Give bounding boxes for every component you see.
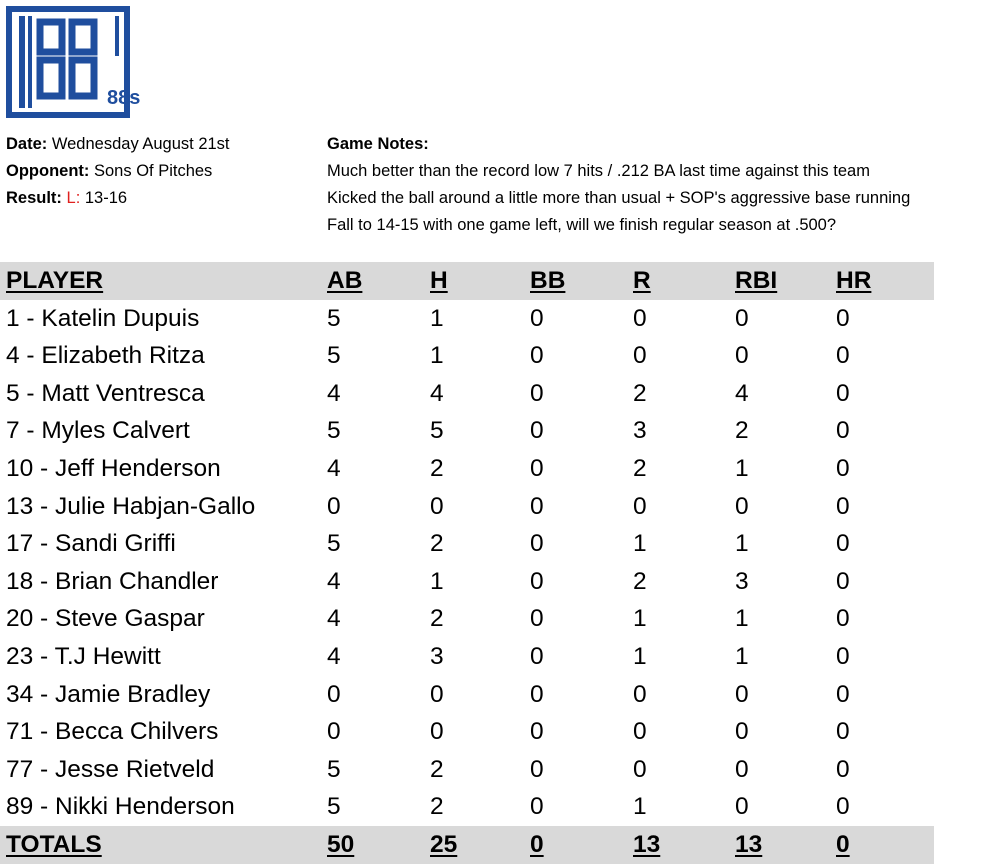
rbi-cell: 1	[735, 642, 749, 670]
hr-cell: 0	[836, 454, 850, 482]
date-value: Wednesday August 21st	[51, 135, 230, 153]
date-label: Date:	[6, 135, 48, 153]
bb-cell: 0	[530, 342, 544, 370]
result-line	[6, 185, 230, 212]
h-cell: 5	[430, 417, 444, 445]
opponent-value: Sons Of Pitches	[94, 162, 213, 180]
ab-cell: 0	[327, 492, 341, 520]
ab-cell: 5	[327, 304, 341, 332]
header-ab: AB	[327, 267, 363, 294]
player-name-cell: 18 - Brian Chandler	[6, 567, 219, 595]
bb-cell: 0	[530, 642, 544, 670]
notes-line: Much better than the record low 7 hits / .212 BA last time against this team	[327, 162, 870, 180]
player-row	[0, 450, 934, 488]
h-cell: 2	[430, 454, 444, 482]
r-cell: 0	[633, 755, 647, 783]
player-name-cell: 20 - Steve Gaspar	[6, 605, 205, 633]
ab-cell: 4	[327, 642, 341, 670]
team-logo	[6, 6, 141, 118]
h-cell: 1	[430, 567, 444, 595]
h-cell: 0	[430, 718, 444, 746]
h-cell: 3	[430, 642, 444, 670]
r-cell: 2	[633, 567, 647, 595]
player-row	[0, 337, 934, 375]
hr-cell: 0	[836, 342, 850, 370]
player-row	[0, 713, 934, 751]
ab-cell: 4	[327, 567, 341, 595]
header-h: H	[430, 267, 448, 294]
totals-ab: 50	[327, 830, 355, 858]
opponent-label: Opponent:	[6, 162, 90, 180]
bb-cell: 0	[530, 605, 544, 633]
game-notes	[327, 131, 910, 239]
player-name-cell: 5 - Matt Ventresca	[6, 379, 205, 407]
rbi-cell: 0	[735, 342, 749, 370]
rbi-cell: 0	[735, 492, 749, 520]
opponent-line	[6, 158, 230, 185]
player-name-cell: 17 - Sandi Griffi	[6, 530, 176, 558]
rbi-cell: 0	[735, 755, 749, 783]
rbi-cell: 2	[735, 417, 749, 445]
player-row	[0, 375, 934, 413]
bb-cell: 0	[530, 718, 544, 746]
h-cell: 2	[430, 605, 444, 633]
bb-cell: 0	[530, 379, 544, 407]
player-row	[0, 788, 934, 826]
h-cell: 2	[430, 530, 444, 558]
notes-line: Kicked the ball around a little more than usual + SOP's aggressive base running	[327, 189, 911, 207]
r-cell: 1	[633, 793, 647, 821]
player-name-cell: 23 - T.J Hewitt	[6, 642, 161, 670]
rbi-cell: 1	[735, 530, 749, 558]
stats-body	[0, 300, 934, 826]
header-rbi: RBI	[735, 267, 778, 294]
notes-line: Fall to 14-15 with one game left, will we finish regular season at .500?	[327, 216, 837, 234]
player-name-cell: 71 - Becca Chilvers	[6, 718, 219, 746]
rbi-cell: 0	[735, 793, 749, 821]
player-row	[0, 638, 934, 676]
r-cell: 3	[633, 417, 647, 445]
rbi-cell: 0	[735, 680, 749, 708]
header-player: PLAYER	[6, 267, 104, 294]
hr-cell: 0	[836, 379, 850, 407]
r-cell: 0	[633, 718, 647, 746]
rbi-cell: 1	[735, 605, 749, 633]
stats-header-row	[0, 262, 934, 300]
player-row	[0, 412, 934, 450]
hr-cell: 0	[836, 680, 850, 708]
h-cell: 1	[430, 304, 444, 332]
player-row	[0, 300, 934, 338]
player-row	[0, 525, 934, 563]
bb-cell: 0	[530, 567, 544, 595]
player-name-cell: 34 - Jamie Bradley	[6, 680, 211, 708]
player-row	[0, 676, 934, 714]
hr-cell: 0	[836, 793, 850, 821]
r-cell: 2	[633, 454, 647, 482]
hr-cell: 0	[836, 492, 850, 520]
r-cell: 0	[633, 680, 647, 708]
result-code: L:	[66, 189, 81, 207]
player-name-cell: 89 - Nikki Henderson	[6, 793, 235, 821]
r-cell: 0	[633, 304, 647, 332]
totals-r: 13	[633, 830, 661, 858]
bb-cell: 0	[530, 755, 544, 783]
h-cell: 0	[430, 680, 444, 708]
result-score: 13-16	[84, 189, 128, 207]
player-row	[0, 600, 934, 638]
date-line	[6, 131, 230, 158]
rbi-cell: 1	[735, 454, 749, 482]
totals-bb: 0	[530, 830, 544, 858]
hr-cell: 0	[836, 530, 850, 558]
r-cell: 1	[633, 642, 647, 670]
bb-cell: 0	[530, 454, 544, 482]
player-name-cell: 13 - Julie Habjan-Gallo	[6, 492, 256, 520]
header-hr: HR	[836, 267, 872, 294]
h-cell: 2	[430, 755, 444, 783]
hr-cell: 0	[836, 718, 850, 746]
header-r: R	[633, 267, 651, 294]
player-name-cell: 10 - Jeff Henderson	[6, 454, 221, 482]
ab-cell: 5	[327, 793, 341, 821]
player-row	[0, 751, 934, 789]
player-name-cell: 1 - Katelin Dupuis	[6, 304, 200, 332]
rbi-cell: 3	[735, 567, 749, 595]
r-cell: 0	[633, 342, 647, 370]
header-bb: BB	[530, 267, 566, 294]
bb-cell: 0	[530, 530, 544, 558]
bb-cell: 0	[530, 793, 544, 821]
ab-cell: 4	[327, 605, 341, 633]
ab-cell: 4	[327, 454, 341, 482]
stats-table	[0, 262, 934, 864]
totals-h: 25	[430, 830, 458, 858]
ab-cell: 5	[327, 417, 341, 445]
h-cell: 1	[430, 342, 444, 370]
totals-row	[0, 826, 934, 864]
r-cell: 1	[633, 530, 647, 558]
hr-cell: 0	[836, 417, 850, 445]
h-cell: 2	[430, 793, 444, 821]
r-cell: 1	[633, 605, 647, 633]
rbi-cell: 0	[735, 304, 749, 332]
bb-cell: 0	[530, 304, 544, 332]
bb-cell: 0	[530, 417, 544, 445]
player-row	[0, 488, 934, 526]
hr-cell: 0	[836, 605, 850, 633]
r-cell: 2	[633, 379, 647, 407]
hr-cell: 0	[836, 755, 850, 783]
hr-cell: 0	[836, 642, 850, 670]
h-cell: 4	[430, 379, 444, 407]
rbi-cell: 4	[735, 379, 749, 407]
hr-cell: 0	[836, 304, 850, 332]
player-name-cell: 77 - Jesse Rietveld	[6, 755, 215, 783]
hr-cell: 0	[836, 567, 850, 595]
ab-cell: 0	[327, 680, 341, 708]
logo-text: 88s	[107, 87, 141, 109]
rbi-cell: 0	[735, 718, 749, 746]
player-name-cell: 4 - Elizabeth Ritza	[6, 342, 205, 370]
game-info	[6, 131, 230, 212]
bb-cell: 0	[530, 680, 544, 708]
bb-cell: 0	[530, 492, 544, 520]
ab-cell: 5	[327, 342, 341, 370]
player-name-cell: 7 - Myles Calvert	[6, 417, 190, 445]
totals-hr: 0	[836, 830, 850, 858]
ab-cell: 5	[327, 755, 341, 783]
ab-cell: 4	[327, 379, 341, 407]
h-cell: 0	[430, 492, 444, 520]
player-row	[0, 563, 934, 601]
r-cell: 0	[633, 492, 647, 520]
result-label: Result:	[6, 189, 62, 207]
ab-cell: 5	[327, 530, 341, 558]
totals-label: TOTALS	[6, 830, 102, 858]
ab-cell: 0	[327, 718, 341, 746]
notes-title: Game Notes:	[327, 135, 429, 153]
totals-rbi: 13	[735, 830, 763, 858]
